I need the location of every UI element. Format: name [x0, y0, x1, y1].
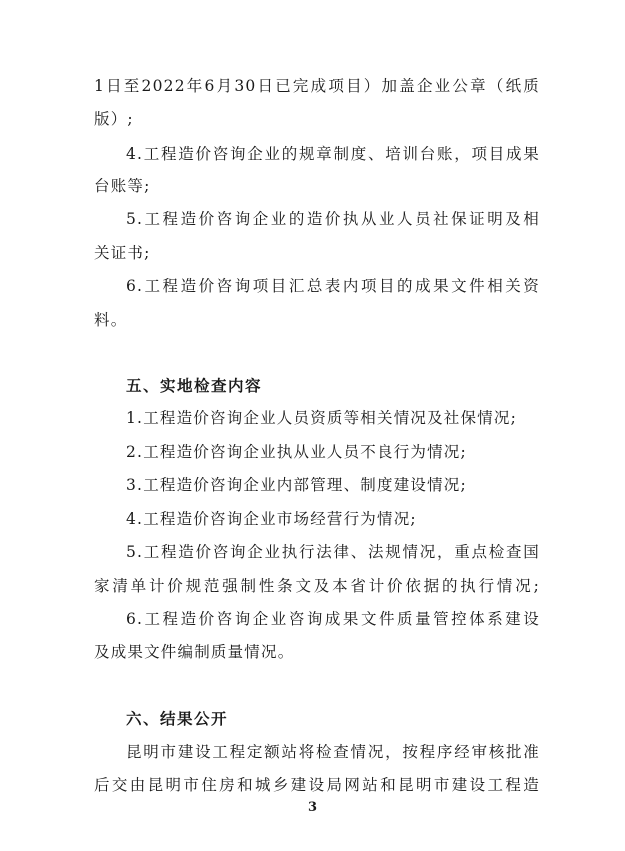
list-item: 3.工程造价咨询企业内部管理、制度建设情况; [126, 476, 467, 494]
list-item: 4.工程造价咨询企业的规章制度、培训台账，项目成果 [126, 145, 540, 163]
paragraph-line: 版）; [94, 110, 134, 128]
paragraph-line: 1日至2022年6月30日已完成项目）加盖企业公章（纸质 [94, 77, 540, 95]
list-item-continuation: 台账等; [94, 177, 151, 195]
list-item: 5.工程造价咨询企业的造价执从业人员社保证明及相 [126, 210, 540, 228]
list-item: 2.工程造价咨询企业执从业人员不良行为情况; [126, 443, 467, 461]
section-heading: 六、结果公开 [126, 710, 229, 728]
paragraph-line: 后交由昆明市住房和城乡建设局网站和昆明市建设工程造 [94, 776, 540, 794]
list-item: 1.工程造价咨询企业人员资质等相关情况及社保情况; [126, 409, 518, 427]
list-item: 4.工程造价咨询企业市场经营行为情况; [126, 510, 417, 528]
list-item-continuation: 料。 [94, 311, 128, 329]
list-item: 6.工程造价咨询企业咨询成果文件质量管控体系建设 [126, 610, 540, 628]
paragraph-line: 昆明市建设工程定额站将检查情况，按程序经审核批准 [126, 743, 540, 761]
page-number: 3 [307, 800, 318, 815]
list-item-continuation: 家清单计价规范强制性条文及本省计价依据的执行情况; [94, 577, 540, 595]
list-item: 5.工程造价咨询企业执行法律、法规情况，重点检查国 [126, 543, 540, 561]
section-heading: 五、实地检查内容 [126, 377, 263, 395]
list-item: 6.工程造价咨询项目汇总表内项目的成果文件相关资 [126, 277, 540, 295]
list-item-continuation: 关证书; [94, 244, 151, 262]
list-item-continuation: 及成果文件编制质量情况。 [94, 643, 295, 661]
